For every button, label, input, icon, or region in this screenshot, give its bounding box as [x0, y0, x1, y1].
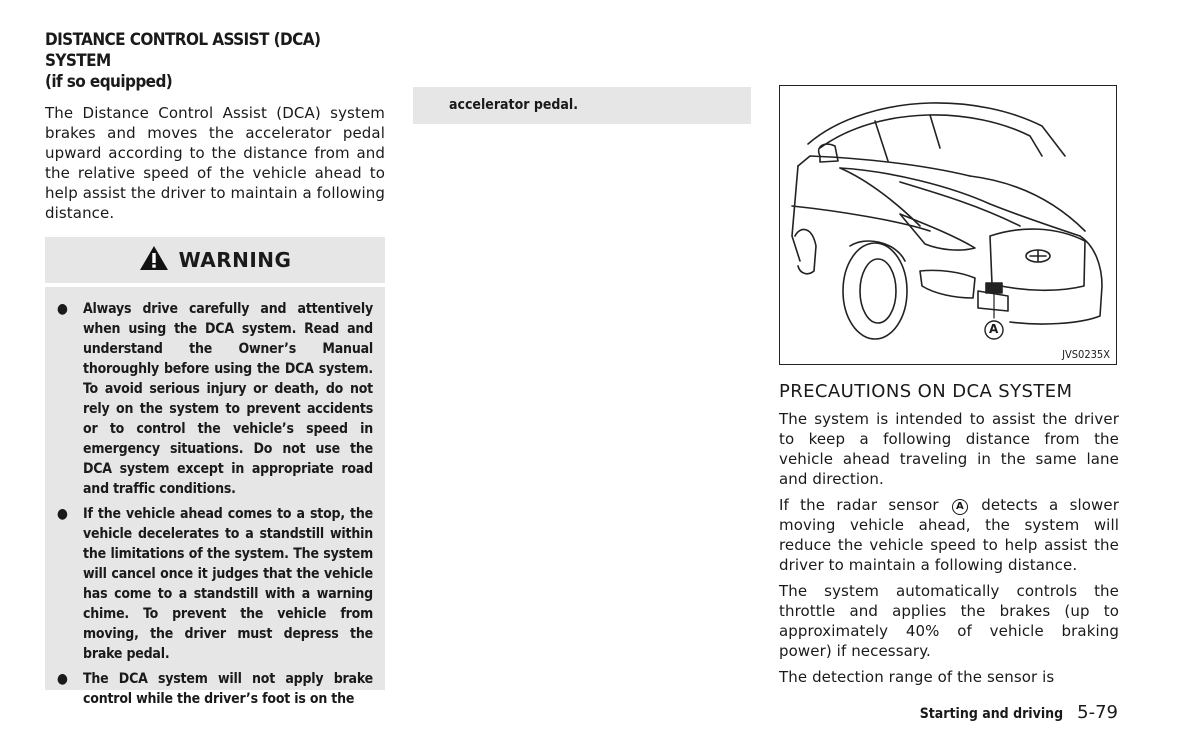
- section-title-line1: DISTANCE CONTROL ASSIST (DCA) SYSTEM: [45, 30, 321, 71]
- page-number: 5-79: [1077, 702, 1118, 723]
- precautions-paragraph-3: The system automatically controls the throttle and applies the brakes (up to approximately 40% of vehicle braking power) if necessary.: [779, 582, 1119, 660]
- precautions-paragraph-1: The system is intended to assist the driver to keep a following distance from the vehicle ahead traveling in the same lane and direction.: [779, 410, 1119, 488]
- bullet-icon: ●: [57, 506, 68, 522]
- footer-section: Starting and driving: [919, 706, 1064, 722]
- bullet-icon: ●: [57, 671, 68, 687]
- vehicle-figure: [779, 85, 1117, 365]
- section-title: [45, 30, 385, 93]
- figure-callout-a: A: [989, 322, 999, 336]
- page-footer: [920, 702, 1118, 723]
- precautions-paragraph-4: The detection range of the sensor is: [779, 668, 1055, 686]
- warning-label: WARNING: [178, 248, 292, 272]
- precautions-heading: PRECAUTIONS ON DCA SYSTEM: [779, 381, 1073, 402]
- warning-triangle-icon: [139, 245, 169, 275]
- bullet-icon: ●: [57, 301, 68, 317]
- warning-item-text: The DCA system will not apply brake control while the driver’s foot is on the: [83, 671, 373, 707]
- p2-before: If the radar sensor: [779, 496, 939, 514]
- warning-body: [45, 287, 385, 707]
- warning-item-text: If the vehicle ahead comes to a stop, the vehicle decelerates to a standstill within the limitations of the system. The system will cancel once it judges that the vehicle has come to a standstill with a warning chime. To prevent the vehicle from moving, the driver must depress the brake pedal.: [83, 506, 373, 662]
- middle-column: [413, 87, 751, 124]
- warning-item: [57, 504, 373, 664]
- car-illustration: [780, 86, 1116, 364]
- intro-paragraph: The Distance Control Assist (DCA) system brakes and moves the accelerator pedal upward according to the distance from and the relative speed of the vehicle ahead to help assist the driver to maintain a following distance.: [45, 104, 385, 222]
- left-column: [45, 30, 385, 707]
- section-title-line2: (if so equipped): [45, 72, 173, 92]
- callout-a-marker: A: [952, 499, 968, 515]
- warning-item-text: Always drive carefully and attentively when using the DCA system. Read and understand the Owner’s Manual thoroughly before using the DCA system. To avoid serious injury or death, do not rely on the system to prevent accidents or to control the vehicle’s speed in emergency situations. Do not use the DCA system except in appropriate road and traffic conditions.: [83, 301, 373, 497]
- precautions-paragraph-2: [779, 495, 1119, 575]
- warning-header: [45, 237, 385, 283]
- right-column: [779, 85, 1119, 687]
- p2-after: detects a slower moving vehicle ahead, the system will reduce the vehicle speed to help assist the driver to maintain a following distance.: [779, 496, 1120, 574]
- warning-item: [57, 299, 373, 499]
- warning-continuation-text: accelerator pedal.: [449, 97, 578, 113]
- figure-code: JVS0235X: [1062, 348, 1110, 361]
- warning-item: [57, 669, 373, 709]
- warning-continuation-box: [413, 87, 751, 124]
